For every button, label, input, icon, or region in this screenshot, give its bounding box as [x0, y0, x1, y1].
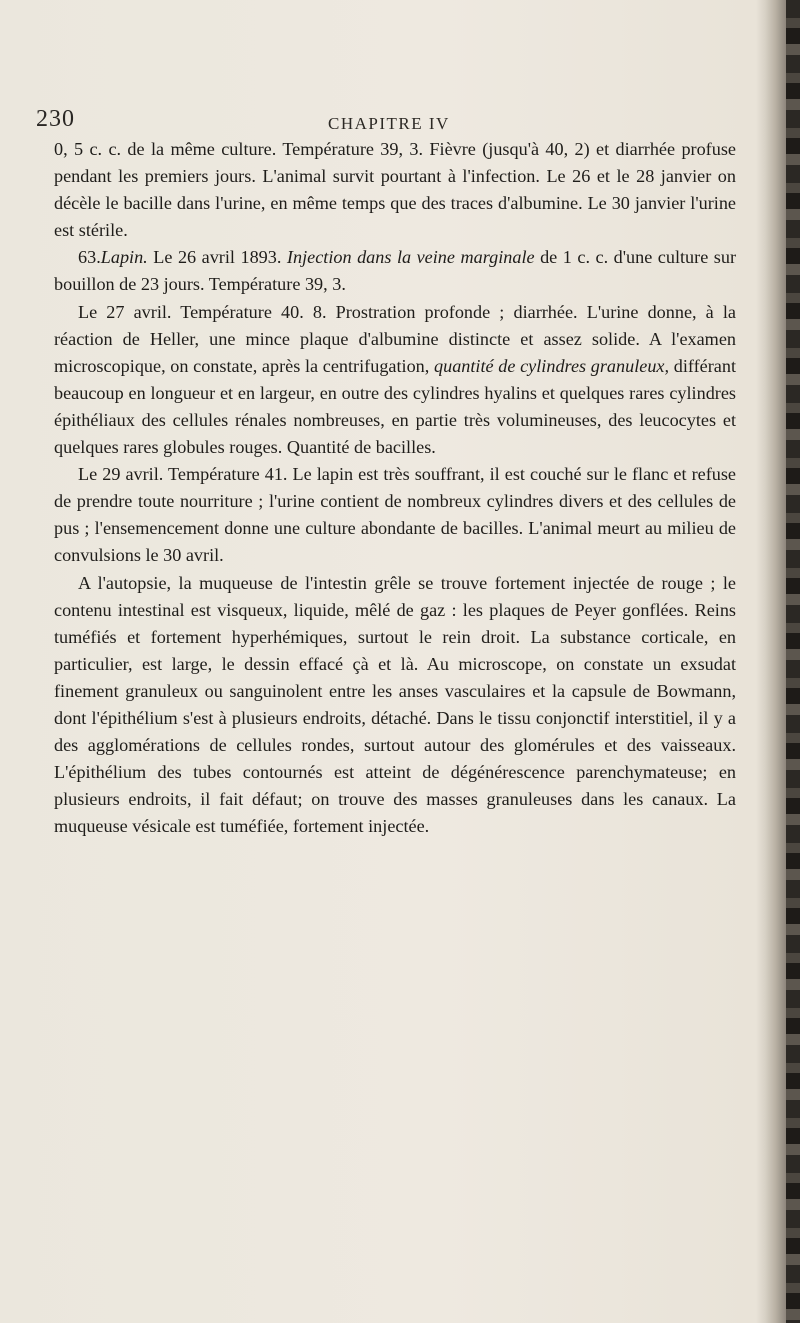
paragraph-4: Le 29 avril. Température 41. Le lapin est très souffrant, il est couché sur le flanc et refuse de prendre toute nourriture ; l'urine contient de nombreux cylindres divers et des cellules de pus ; l'ensemencement donne une culture abondante de bacilles. L'animal meurt au milieu de convulsions le 30 avril.: [54, 464, 736, 566]
paragraph-3-part-1: Le 27 avril. Température 40. 8. Prostration profonde ; diarrhée. L'urine donne, à la réaction de Heller, une mince plaque d'albumine distincte et assez solide. A l'examen microscopique, on constate, après la centrifugation,: [54, 301, 736, 376]
case-subject: Lapin.: [100, 247, 148, 268]
injection-method: Injection dans la veine marginale: [286, 247, 535, 268]
paragraph-3-emphasis: quantité de cylindres granuleux,: [434, 355, 670, 376]
case-date: Le 26 avril 1893.: [147, 247, 287, 268]
paragraph-3-part-2: différant beaucoup en longueur et en largeur, en outre des cylindres hyalins et quelques rares cylindres épithéliaux des cellules rénales nombreuses, en partie très volumineuses, des leucocytes et quelques rares globules rouges. Quantité de bacilles.: [54, 355, 737, 458]
page-number: 230: [36, 106, 75, 132]
body-text: [54, 136, 736, 840]
case-details: de 1 c. c. d'une culture sur bouillon de 23 jours. Température 39, 3.: [54, 247, 737, 295]
paragraph-5: A l'autopsie, la muqueuse de l'intestin grêle se trouve fortement injectée de rouge ; le contenu intestinal est visqueux, liquide, mêlé de gaz : les plaques de Peyer gonflées. Reins tuméfiés et fortement hyperhémiques, surtout le rein droit. La substance corticale, en particulier, est large, le dessin effacé çà et là. Au microscope, on constate un exsudat finement granuleux ou sanguinolent entre les anses vasculaires et la capsule de Bowmann, dont l'épithélium s'est à plusieurs endroits, détaché. Dans le tissu conjonctif interstitiel, il y a des agglomérations de cellules rondes, surtout autour des glomérules et des vaisseaux. L'épithélium des tubes contournés est atteint de dégénérescence parenchymateuse; en plusieurs endroits, il fait défaut; on trouve des masses granuleuses dans les canaux. La muqueuse vésicale est tuméfiée, fortement injectée.: [54, 572, 736, 837]
book-binding-edge: [756, 0, 800, 1323]
paragraph-2: [54, 244, 736, 298]
paragraph-1: 0, 5 c. c. de la même culture. Température 39, 3. Fièvre (jusqu'à 40, 2) et diarrhée profuse pendant les premiers jours. L'animal survit pourtant à l'infection. Le 26 et le 28 janvier on décèle le bacille dans l'urine, en même temps que des traces d'albumine. Le 30 janvier l'urine est stérile.: [54, 139, 736, 241]
chapter-title: CHAPITRE IV: [328, 114, 450, 133]
paragraph-3: [54, 299, 736, 462]
case-number: 63.: [78, 247, 101, 268]
